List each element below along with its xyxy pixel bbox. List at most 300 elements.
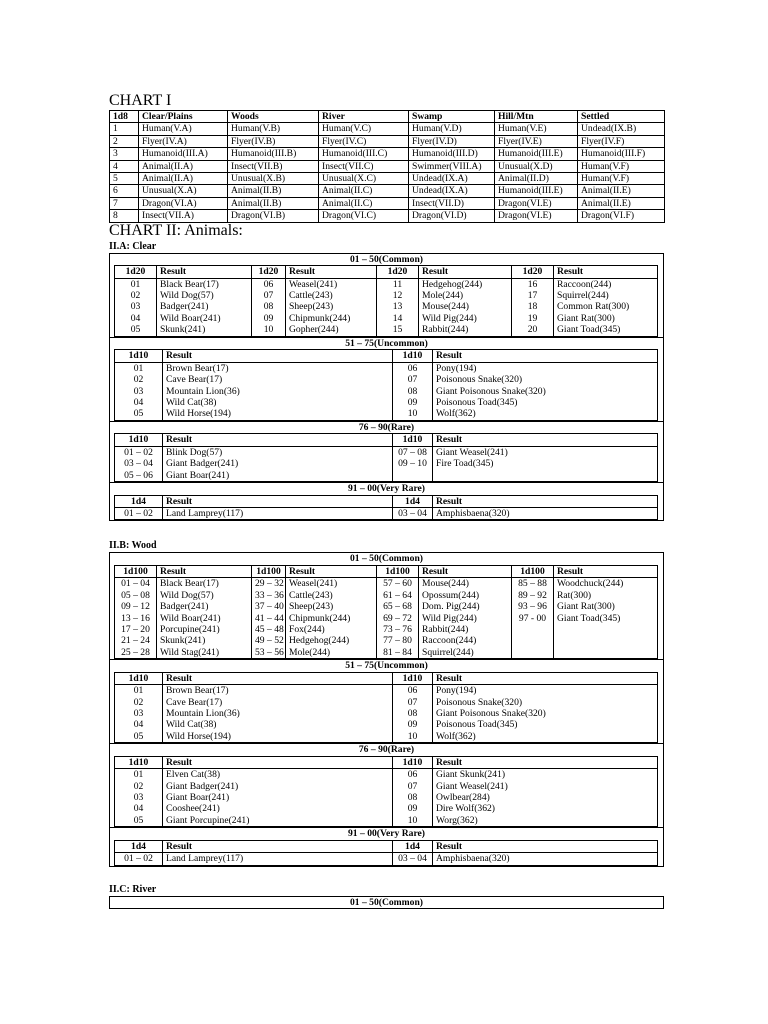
tier-header-cell: Result <box>433 434 658 446</box>
tier-header-cell: 1d100 <box>377 565 419 577</box>
chart1-cell: Flyer(IV.B) <box>228 135 319 147</box>
tier-cell: Badger(241) <box>157 601 252 612</box>
chart1-cell: Insect(VII.A) <box>139 210 228 222</box>
tier-cell: 14 <box>377 313 419 324</box>
tier-cell: Giant Toad(345) <box>554 613 658 624</box>
tier-cell: 61 – 64 <box>377 590 419 601</box>
tier-header-cell: Result <box>163 495 393 507</box>
chart1-cell: Human(V.F) <box>578 160 665 172</box>
tier-cell: Mole(244) <box>286 647 377 659</box>
tier-cell: Giant Badger(241) <box>163 781 393 792</box>
tier-label: 01 – 50(Common) <box>349 253 423 265</box>
tier-label: 01 – 50(Common) <box>349 553 423 565</box>
tier-cell: Wild Boar(241) <box>157 313 252 324</box>
tier-cell: Wild Stag(241) <box>157 647 252 659</box>
chart1-cell: Dragon(VI.F) <box>578 210 665 222</box>
section-title: II.C: River <box>109 883 157 895</box>
tier-header-cell: Result <box>554 565 658 577</box>
tier-cell: 07 <box>252 290 286 301</box>
tier-row <box>115 313 658 324</box>
tier-cell: Common Rat(300) <box>554 301 658 312</box>
tier-cell: 03 – 04 <box>393 507 433 519</box>
chart1-cell: Dragon(VI.D) <box>409 210 495 222</box>
tier-cell: 03 – 04 <box>393 853 433 865</box>
tier-cell: 06 <box>393 685 433 697</box>
tier-cell: 03 <box>133 385 144 397</box>
chart1-cell: 5 <box>110 173 139 185</box>
tier-row <box>115 815 658 827</box>
tier-cell: 69 – 72 <box>377 613 419 624</box>
tier-cell: Giant Weasel(241) <box>433 781 658 792</box>
tier-row <box>115 647 658 659</box>
tier-cell <box>554 624 658 635</box>
tier-cell: Raccoon(244) <box>554 278 658 290</box>
tier-table <box>114 495 658 521</box>
chart1-cell: Dragon(VI.C) <box>319 210 409 222</box>
tier-cell: Dire Wolf(362) <box>433 803 658 814</box>
chart1-cell: Undead(IX.A) <box>409 185 495 197</box>
chart1-row <box>110 123 665 135</box>
tier-header-cell: 1d4 <box>115 495 163 507</box>
tier-cell: 10 <box>252 324 286 336</box>
tier-cell: 15 <box>377 324 419 336</box>
tier-header-cell: Result <box>157 565 252 577</box>
tier-cell: Squirrel(244) <box>554 290 658 301</box>
tier-row <box>115 613 658 624</box>
chart1-header-cell: River <box>319 111 409 123</box>
tier-row <box>115 590 658 601</box>
tier-cell: Chipmunk(244) <box>286 613 377 624</box>
tier-row <box>115 374 658 385</box>
tier-cell: Skunk(241) <box>157 635 252 646</box>
chart1-header-cell: Clear/Plains <box>139 111 228 123</box>
tier-cell: 08 <box>252 301 286 312</box>
tier-row <box>115 470 658 482</box>
tier-cell: Gopher(244) <box>286 324 377 336</box>
tier-cell: 77 – 80 <box>377 635 419 646</box>
tier-cell: 08 <box>393 792 433 803</box>
tier-row <box>115 769 658 781</box>
tier-cell: Giant Rat(300) <box>554 601 658 612</box>
chart1-cell: Human(V.A) <box>139 123 228 135</box>
tier-cell: 01 – 02 <box>124 507 153 519</box>
tier-row <box>115 290 658 301</box>
tier-cell <box>554 647 658 659</box>
tier-header-cell: 1d20 <box>512 266 554 278</box>
tier-cell: 05 – 08 <box>121 589 150 601</box>
tier-row <box>115 408 658 420</box>
tier-cell: 04 <box>130 312 141 324</box>
tier-header-cell: 1d10 <box>115 350 163 362</box>
tier-header-row <box>115 565 658 577</box>
tier-row <box>115 803 658 814</box>
chart1-title: CHART I <box>109 92 172 109</box>
tier-cell: Elven Cat(38) <box>163 769 393 781</box>
chart1-cell: 2 <box>110 135 139 147</box>
tier-header-cell: 1d100 <box>512 565 554 577</box>
tier-header-cell: Result <box>286 565 377 577</box>
tier-label: 91 – 00(Very Rare) <box>110 827 663 840</box>
chart1-header-cell: Settled <box>578 111 665 123</box>
tier-cell: Mountain Lion(36) <box>163 386 393 397</box>
tier-cell: 89 – 92 <box>512 590 554 601</box>
section-title: II.A: Clear <box>109 240 157 252</box>
tier-cell: Sheep(243) <box>286 301 377 312</box>
tier-cell: 05 <box>133 730 144 742</box>
tier-cell: 06 <box>393 769 433 781</box>
tier-cell: 21 – 24 <box>121 635 150 647</box>
tier-header-cell: Result <box>163 434 393 446</box>
chart1-cell: Flyer(IV.D) <box>409 135 495 147</box>
chart1-row <box>110 148 665 160</box>
tier-cell: 33 – 36 <box>252 590 286 601</box>
tier-cell: Giant Boar(241) <box>163 792 393 803</box>
tier-cell: 57 – 60 <box>377 578 419 590</box>
tier-cell: 17 – 20 <box>121 623 150 635</box>
tier-cell: 04 <box>133 719 144 731</box>
tier-header-cell: Result <box>554 266 658 278</box>
tier-row <box>115 578 658 590</box>
tier-cell: 01 <box>133 769 144 781</box>
chart1-cell: Unusual(X.D) <box>495 160 578 172</box>
chart1-row <box>110 173 665 185</box>
tier-cell: 49 – 52 <box>252 635 286 646</box>
tier-cell: Wild Boar(241) <box>157 613 252 624</box>
tier-header-cell: 1d20 <box>252 266 286 278</box>
tier-cell: Blink Dog(57) <box>163 446 393 458</box>
tier-cell: 07 – 08 <box>393 446 433 458</box>
chart1-cell: Unusual(X.C) <box>319 173 409 185</box>
chart1-cell: Animal(II.A) <box>139 160 228 172</box>
chart1-cell: Animal(II.C) <box>319 197 409 209</box>
chart1-cell: Humanoid(III.B) <box>228 148 319 160</box>
tier-row <box>115 397 658 408</box>
tier-cell: 09 <box>393 397 433 408</box>
tier-table <box>114 840 658 866</box>
tier-cell: Weasel(241) <box>286 578 377 590</box>
tier-cell: 10 <box>393 408 433 420</box>
tier-cell: 05 <box>133 408 144 420</box>
chart1-cell: Swimmer(VIII.A) <box>409 160 495 172</box>
tier-cell: 13 <box>377 301 419 312</box>
tier-row <box>115 624 658 635</box>
tier-header-row <box>115 756 658 768</box>
chart1-cell: Flyer(IV.E) <box>495 135 578 147</box>
chart2-title: CHART II: Animals: <box>109 221 243 239</box>
tier-header-row <box>115 350 658 362</box>
tier-header-cell: 1d10 <box>115 756 163 768</box>
tier-cell: Cattle(243) <box>286 590 377 601</box>
tier-cell: Raccoon(244) <box>419 635 512 646</box>
section-frame <box>109 552 664 866</box>
tier-header-cell: 1d10 <box>393 350 433 362</box>
tier-cell: Wild Horse(194) <box>163 408 393 420</box>
tier-header-cell: 1d20 <box>377 266 419 278</box>
tier-header-cell: Result <box>433 350 658 362</box>
chart1-cell: Dragon(VI.E) <box>495 210 578 222</box>
tier-cell: Land Lamprey(117) <box>163 507 393 519</box>
chart1-cell: Unusual(X.B) <box>228 173 319 185</box>
tier-cell: 07 <box>393 374 433 385</box>
tier-cell <box>512 647 554 659</box>
chart1-cell: Insect(VII.B) <box>228 160 319 172</box>
tier-cell: 10 <box>393 731 433 743</box>
tier-cell: Mouse(244) <box>419 301 512 312</box>
tier-cell: Hedgehog(244) <box>286 635 377 646</box>
tier-header-cell: 1d4 <box>115 840 163 852</box>
tier-header-cell: 1d10 <box>115 672 163 684</box>
chart1-cell: Undead(IX.A) <box>409 173 495 185</box>
tier-row <box>115 324 658 336</box>
tier-cell: 07 <box>393 697 433 708</box>
tier-cell: Wolf(362) <box>433 408 658 420</box>
chart1-cell: Human(V.D) <box>409 123 495 135</box>
tier-cell: 18 <box>512 301 554 312</box>
tier-header-cell: Result <box>163 350 393 362</box>
tier-cell: Rat(300) <box>554 590 658 601</box>
tier-row <box>115 781 658 792</box>
tier-cell: 13 – 16 <box>121 612 150 624</box>
tier-cell: 09 – 12 <box>121 601 150 613</box>
tier-cell <box>554 635 658 646</box>
tier-cell: Giant Badger(241) <box>163 458 393 469</box>
tier-header-row <box>115 266 658 278</box>
tier-header-cell: 1d4 <box>393 495 433 507</box>
tier-header-cell: 1d10 <box>393 672 433 684</box>
tier-cell: Poisonous Snake(320) <box>433 374 658 385</box>
tier-cell: 19 <box>512 313 554 324</box>
chart1-cell: 4 <box>110 160 139 172</box>
section-frame <box>109 896 664 910</box>
tier-cell: Mountain Lion(36) <box>163 708 393 719</box>
tier-cell: 09 – 10 <box>393 458 433 469</box>
tier-table <box>114 433 658 482</box>
tier-cell: Giant Poisonous Snake(320) <box>433 386 658 397</box>
tier-header-cell: 1d10 <box>393 756 433 768</box>
tier-cell: Owlbear(284) <box>433 792 658 803</box>
tier-label: 01 – 50(Common) <box>349 896 423 908</box>
tier-cell: Porcupine(241) <box>157 624 252 635</box>
tier-row <box>115 386 658 397</box>
tier-cell: 17 <box>512 290 554 301</box>
tier-cell: Giant Toad(345) <box>554 324 658 336</box>
tier-header-cell: Result <box>433 495 658 507</box>
tier-cell: Badger(241) <box>157 301 252 312</box>
tier-cell: Fox(244) <box>286 624 377 635</box>
tier-row <box>115 362 658 374</box>
tier-cell: 41 – 44 <box>252 613 286 624</box>
tier-cell: Black Bear(17) <box>157 578 252 590</box>
tier-cell: 01 <box>130 278 141 290</box>
tier-cell: 04 <box>133 803 144 815</box>
tier-table <box>114 672 658 743</box>
tier-cell: 02 <box>130 290 141 302</box>
tier-cell: Mole(244) <box>419 290 512 301</box>
chart1-cell: Humanoid(III.F) <box>578 148 665 160</box>
chart1-cell: Flyer(IV.F) <box>578 135 665 147</box>
tier-cell: Giant Skunk(241) <box>433 769 658 781</box>
tier-cell: Poisonous Snake(320) <box>433 697 658 708</box>
chart1-table <box>109 110 665 223</box>
tier-row <box>115 446 658 458</box>
tier-cell: Poisonous Toad(345) <box>433 719 658 730</box>
tier-cell: Wild Dog(57) <box>157 590 252 601</box>
tier-cell: Giant Rat(300) <box>554 313 658 324</box>
tier-cell: Wolf(362) <box>433 731 658 743</box>
chart1-cell: Animal(II.B) <box>228 185 319 197</box>
chart2-sections <box>109 240 664 910</box>
tier-cell: 37 – 40 <box>252 601 286 612</box>
chart1-cell: Animal(II.E) <box>578 197 665 209</box>
chart1-cell: Humanoid(III.A) <box>139 148 228 160</box>
tier-header-cell: Result <box>433 672 658 684</box>
tier-header-cell: Result <box>433 840 658 852</box>
tier-row <box>115 635 658 646</box>
tier-header-row <box>115 434 658 446</box>
tier-cell: Cave Bear(17) <box>163 374 393 385</box>
chart1-cell: Human(V.C) <box>319 123 409 135</box>
chart1-header-cell: Woods <box>228 111 319 123</box>
chart1-cell: Animal(II.C) <box>319 185 409 197</box>
tier-row <box>115 708 658 719</box>
tier-cell: 02 <box>133 374 144 386</box>
chart1-cell: Animal(II.D) <box>495 173 578 185</box>
chart1-row <box>110 135 665 147</box>
tier-cell: 02 <box>133 780 144 792</box>
chart1-row <box>110 197 665 209</box>
tier-row <box>115 719 658 730</box>
tier-header-cell: Result <box>163 672 393 684</box>
tier-cell: Wild Dog(57) <box>157 290 252 301</box>
tier-cell: Wild Pig(244) <box>419 313 512 324</box>
tier-cell: 08 <box>393 708 433 719</box>
tier-cell: Fire Toad(345) <box>433 458 658 469</box>
tier-cell: 01 – 02 <box>124 853 153 865</box>
chart1-header-cell: Hill/Mtn <box>495 111 578 123</box>
tier-table <box>114 756 658 827</box>
tier-row <box>115 458 658 469</box>
tier-cell: 73 – 76 <box>377 624 419 635</box>
tier-cell: Woodchuck(244) <box>554 578 658 590</box>
chart1-cell: Humanoid(III.D) <box>409 148 495 160</box>
chart1-cell: Dragon(VI.E) <box>495 197 578 209</box>
tier-cell: 25 – 28 <box>121 646 150 658</box>
tier-header-cell: Result <box>163 840 393 852</box>
tier-cell: 07 <box>393 781 433 792</box>
chart1-cell: Flyer(IV.A) <box>139 135 228 147</box>
tier-header-row <box>115 672 658 684</box>
tier-cell: 03 <box>133 708 144 719</box>
document-page <box>109 92 664 909</box>
tier-cell: 01 <box>133 362 144 374</box>
chart1-cell: Flyer(IV.C) <box>319 135 409 147</box>
tier-cell: 53 – 56 <box>252 647 286 659</box>
tier-cell: 03 <box>130 301 141 313</box>
chart1-cell: 7 <box>110 197 139 209</box>
chart1-cell: Humanoid(III.E) <box>495 185 578 197</box>
tier-cell: 65 – 68 <box>377 601 419 612</box>
tier-header-cell: Result <box>163 756 393 768</box>
tier-cell: 05 <box>130 324 141 336</box>
tier-header-cell: 1d100 <box>252 565 286 577</box>
tier-cell: Wild Pig(244) <box>419 613 512 624</box>
tier-cell: Wild Cat(38) <box>163 397 393 408</box>
tier-cell: Cattle(243) <box>286 290 377 301</box>
tier-header-cell: Result <box>419 565 512 577</box>
tier-cell: 03 <box>133 792 144 804</box>
tier-row <box>115 301 658 312</box>
tier-cell: Land Lamprey(117) <box>163 853 393 865</box>
tier-cell: 06 <box>393 362 433 374</box>
chart1-cell: Dragon(VI.B) <box>228 210 319 222</box>
chart1-cell: 1 <box>110 123 139 135</box>
tier-header-cell: 1d10 <box>115 434 163 446</box>
chart1-cell: Animal(II.E) <box>578 185 665 197</box>
tier-cell: 09 <box>393 803 433 814</box>
tier-cell: Giant Poisonous Snake(320) <box>433 708 658 719</box>
tier-cell <box>512 635 554 646</box>
chart1-cell: Insect(VII.D) <box>409 197 495 209</box>
tier-row <box>115 697 658 708</box>
tier-cell: 05 <box>133 814 144 826</box>
tier-cell: 06 <box>252 278 286 290</box>
tier-cell: Skunk(241) <box>157 324 252 336</box>
tier-cell: Poisonous Toad(345) <box>433 397 658 408</box>
tier-cell: Brown Bear(17) <box>163 685 393 697</box>
chart1-cell: Dragon(VI.A) <box>139 197 228 209</box>
tier-cell: Opossum(244) <box>419 590 512 601</box>
tier-cell: 04 <box>133 396 144 408</box>
tier-cell: Squirrel(244) <box>419 647 512 659</box>
tier-row <box>115 792 658 803</box>
tier-cell: 01 – 04 <box>121 578 150 590</box>
tier-cell: Rabbit(244) <box>419 324 512 336</box>
tier-cell: 01 – 02 <box>124 446 153 458</box>
tier-label: 91 – 00(Very Rare) <box>110 482 663 495</box>
section-frame <box>109 253 664 522</box>
tier-row <box>115 685 658 697</box>
tier-cell: 09 <box>252 313 286 324</box>
tier-cell: Amphisbaena(320) <box>433 507 658 519</box>
tier-header-cell: 1d20 <box>115 266 157 278</box>
tier-cell: Worg(362) <box>433 815 658 827</box>
tier-row <box>115 731 658 743</box>
chart1-cell: Unusual(X.A) <box>139 185 228 197</box>
tier-cell: 12 <box>377 290 419 301</box>
tier-cell: 93 – 96 <box>512 601 554 612</box>
tier-header-cell: 1d4 <box>393 840 433 852</box>
chart1-cell: Animal(II.B) <box>228 197 319 209</box>
tier-cell: Pony(194) <box>433 362 658 374</box>
tier-header-cell: Result <box>419 266 512 278</box>
tier-cell: Giant Boar(241) <box>163 470 393 482</box>
tier-header-row <box>115 495 658 507</box>
tier-cell <box>512 624 554 635</box>
chart1-cell: Human(V.F) <box>578 173 665 185</box>
tier-cell: 97 - 00 <box>512 613 554 624</box>
tier-header-cell: 1d10 <box>393 434 433 446</box>
tier-row <box>115 507 658 519</box>
section-title: II.B: Wood <box>109 540 157 552</box>
chart1-header-cell: Swamp <box>409 111 495 123</box>
chart1-cell: 8 <box>110 210 139 222</box>
tier-cell: 02 <box>133 696 144 708</box>
tier-cell: Giant Weasel(241) <box>433 446 658 458</box>
chart1-cell: 6 <box>110 185 139 197</box>
tier-cell: 09 <box>393 719 433 730</box>
tier-row <box>115 853 658 865</box>
tier-header-row <box>115 840 658 852</box>
